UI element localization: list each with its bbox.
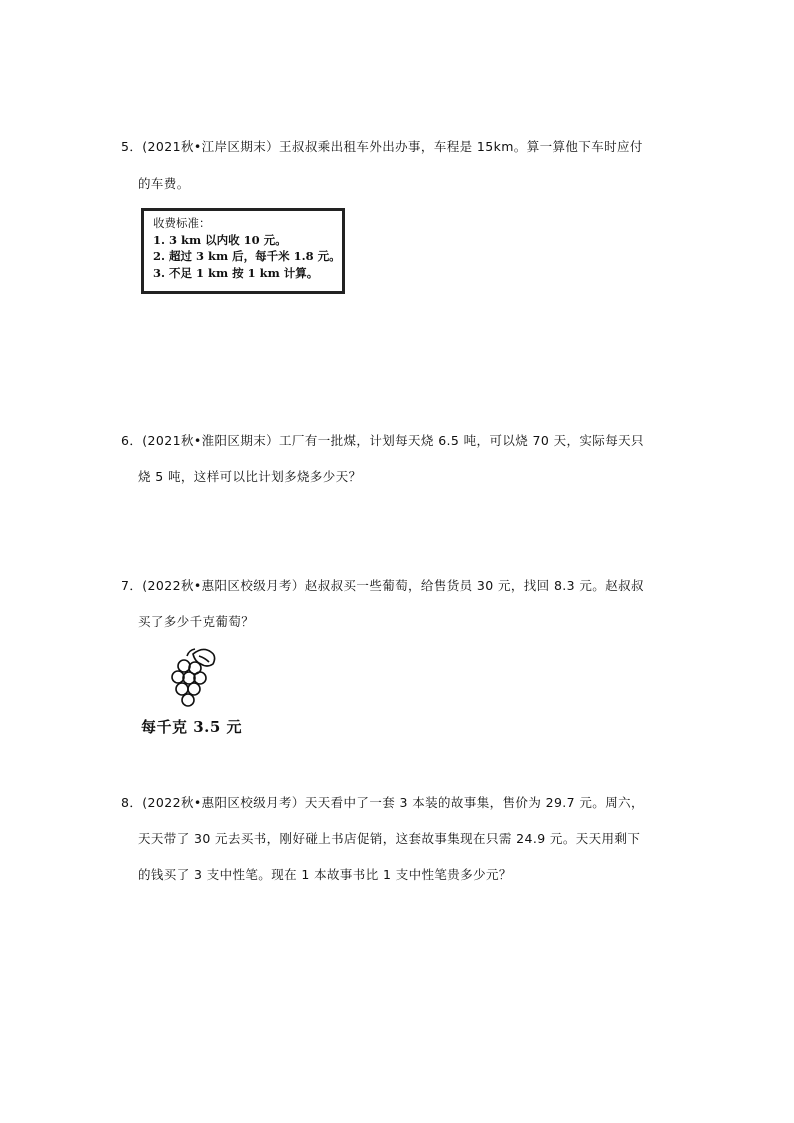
fee-item-3: 3. 不足 1 km 按 1 km 计算。 (153, 265, 319, 280)
fee-title: 收费标准： (153, 216, 211, 230)
q5-line1: 5．(2021秋•江岸区期末）王叔叔乘出租车外出办事，车程是 15km。算一算他下车时应付 (121, 139, 643, 154)
q7-line2: 买了多少千克葡萄？ (138, 614, 255, 629)
q6-line1: 6．(2021秋•淮阳区期末）工厂有一批煤，计划每天烧 6.5 吨，可以烧 70 天，实际每天只 (121, 433, 644, 448)
q5-line2: 的车费。 (138, 176, 190, 191)
q6-line2: 烧 5 吨，这样可以比计划多烧多少天？ (138, 469, 362, 484)
fee-item-2: 2. 超过 3 km 后，每千米 1.8 元。 (153, 249, 341, 263)
q7-line1: 7．(2022秋•惠阳区校级月考）赵叔叔买一些葡萄，给售货员 30 元，找回 8.3 元。赵叔叔 (121, 578, 644, 593)
fee-item-1: 1. 3 km 以内收 10 元。 (153, 232, 287, 247)
grapes-icon (165, 646, 227, 712)
fee-standard-box (141, 208, 345, 294)
q8-line2: 天天带了 30 元去买书，刚好碰上书店促销，这套故事集现在只需 24.9 元。天天用剩下 (138, 831, 641, 846)
grape-price-label: 每千克 3.5 元 (141, 718, 243, 736)
q8-line3: 的钱买了 3 支中性笔。现在 1 本故事书比 1 支中性笔贵多少元？ (138, 867, 512, 882)
q8-line1: 8．(2022秋•惠阳区校级月考）天天看中了一套 3 本装的故事集，售价为 29.7 元。周六， (121, 795, 644, 810)
